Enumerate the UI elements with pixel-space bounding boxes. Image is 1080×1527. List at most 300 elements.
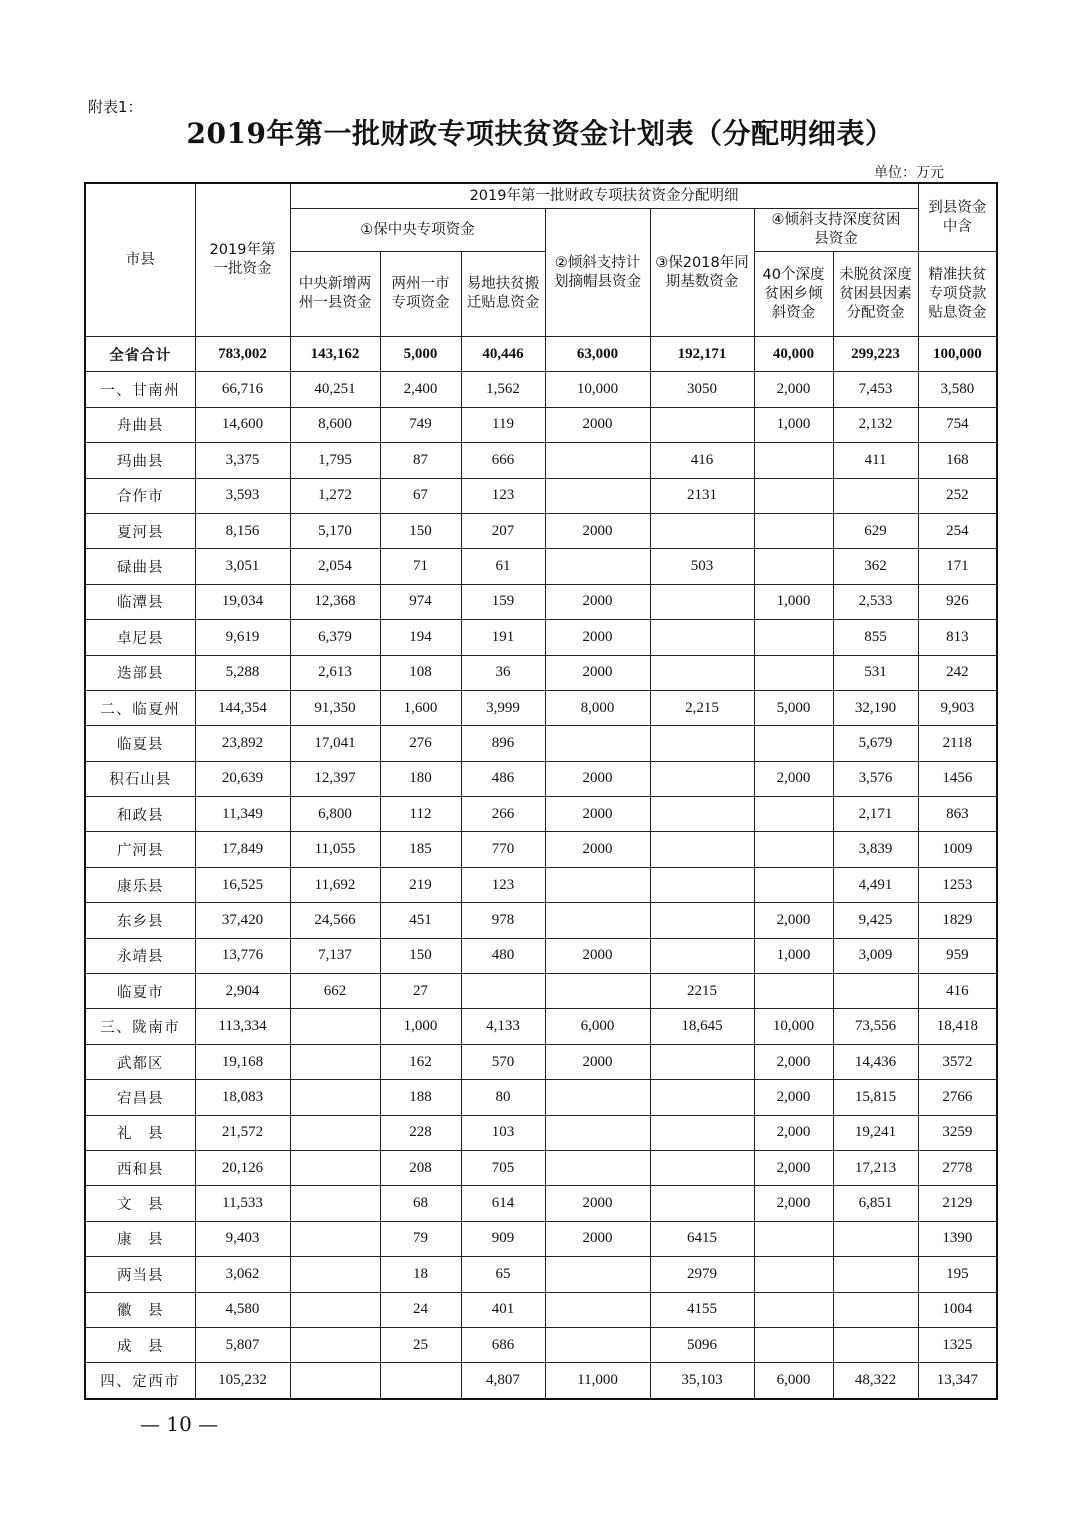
cell-value	[545, 1292, 650, 1327]
cell-value	[545, 478, 650, 513]
cell-value: 18,418	[918, 1009, 997, 1044]
cell-value: 2000	[545, 584, 650, 619]
cell-value: 855	[833, 620, 918, 655]
header-batch-fund: 2019年第一批资金	[195, 183, 290, 337]
cell-value: 959	[918, 938, 997, 973]
cell-value	[650, 832, 754, 867]
cell-value: 40,446	[461, 337, 545, 372]
cell-value: 11,692	[290, 867, 380, 902]
table-row	[85, 903, 997, 938]
cell-value: 40,000	[754, 337, 833, 372]
cell-value	[754, 832, 833, 867]
cell-value	[650, 1186, 754, 1221]
cell-value: 2,533	[833, 584, 918, 619]
cell-value: 91,350	[290, 690, 380, 725]
cell-value	[545, 1150, 650, 1185]
table-row	[85, 797, 997, 832]
cell-value: 6,000	[545, 1009, 650, 1044]
cell-value: 2000	[545, 832, 650, 867]
annex-label: 附表1：	[88, 98, 143, 116]
cell-value: 5,000	[754, 690, 833, 725]
cell-value: 2000	[545, 620, 650, 655]
cell-value	[833, 1221, 918, 1256]
cell-value: 66,716	[195, 372, 290, 407]
header-2018-base: ③保2018年同期基数资金	[650, 209, 754, 337]
cell-value: 185	[380, 832, 461, 867]
cell-value: 1253	[918, 867, 997, 902]
county-name: 卓尼县	[85, 620, 195, 655]
cell-value: 1,000	[380, 1009, 461, 1044]
cell-value: 1009	[918, 832, 997, 867]
cell-value: 896	[461, 726, 545, 761]
cell-value: 974	[380, 584, 461, 619]
cell-value: 123	[461, 867, 545, 902]
table-body	[85, 337, 997, 1399]
cell-value: 5,679	[833, 726, 918, 761]
cell-value: 32,190	[833, 690, 918, 725]
table-row	[85, 478, 997, 513]
cell-value: 188	[380, 1080, 461, 1115]
cell-value	[650, 1115, 754, 1150]
cell-value: 23,892	[195, 726, 290, 761]
cell-value: 7,137	[290, 938, 380, 973]
cell-value: 194	[380, 620, 461, 655]
cell-value: 11,000	[545, 1363, 650, 1399]
county-name: 玛曲县	[85, 443, 195, 478]
county-name: 合作市	[85, 478, 195, 513]
county-name: 碌曲县	[85, 549, 195, 584]
cell-value: 36	[461, 655, 545, 690]
cell-value: 451	[380, 903, 461, 938]
cell-value: 73,556	[833, 1009, 918, 1044]
table-row	[85, 1150, 997, 1185]
cell-value: 3,375	[195, 443, 290, 478]
cell-value: 192,171	[650, 337, 754, 372]
cell-value: 783,002	[195, 337, 290, 372]
cell-value: 14,600	[195, 407, 290, 442]
cell-value	[290, 1150, 380, 1185]
cell-value	[650, 407, 754, 442]
cell-value: 14,436	[833, 1044, 918, 1079]
cell-value: 219	[380, 867, 461, 902]
cell-value: 119	[461, 407, 545, 442]
cell-value	[833, 974, 918, 1009]
cell-value: 71	[380, 549, 461, 584]
cell-value: 5,288	[195, 655, 290, 690]
table-row	[85, 1186, 997, 1221]
cell-value	[290, 1292, 380, 1327]
county-name: 三、陇南市	[85, 1009, 195, 1044]
cell-value: 7,453	[833, 372, 918, 407]
county-name: 康 县	[85, 1221, 195, 1256]
cell-value	[650, 761, 754, 796]
cell-value	[754, 867, 833, 902]
cell-value: 252	[918, 478, 997, 513]
county-name: 永靖县	[85, 938, 195, 973]
cell-value: 8,000	[545, 690, 650, 725]
cell-value	[290, 1221, 380, 1256]
cell-value: 4,491	[833, 867, 918, 902]
header-group-central: ①保中央专项资金	[290, 209, 545, 252]
cell-value: 2000	[545, 1221, 650, 1256]
table-row	[85, 1257, 997, 1292]
page-title: 2019年第一批财政专项扶贫资金计划表（分配明细表）	[186, 117, 894, 150]
cell-value: 68	[380, 1186, 461, 1221]
cell-value	[545, 867, 650, 902]
county-name: 一、甘南州	[85, 372, 195, 407]
cell-value: 2000	[545, 938, 650, 973]
cell-value: 416	[650, 443, 754, 478]
table-row	[85, 938, 997, 973]
cell-value: 2,400	[380, 372, 461, 407]
cell-value	[545, 443, 650, 478]
county-name: 和政县	[85, 797, 195, 832]
cell-value: 19,034	[195, 584, 290, 619]
cell-value: 705	[461, 1150, 545, 1185]
table-row	[85, 726, 997, 761]
cell-value: 123	[461, 478, 545, 513]
cell-value: 112	[380, 797, 461, 832]
cell-value: 2000	[545, 407, 650, 442]
cell-value: 87	[380, 443, 461, 478]
cell-value: 1325	[918, 1327, 997, 1362]
cell-value: 3,576	[833, 761, 918, 796]
cell-value: 21,572	[195, 1115, 290, 1150]
cell-value	[290, 1044, 380, 1079]
cell-value: 254	[918, 513, 997, 548]
cell-value: 27	[380, 974, 461, 1009]
cell-value: 1,600	[380, 690, 461, 725]
county-name: 西和县	[85, 1150, 195, 1185]
cell-value: 17,213	[833, 1150, 918, 1185]
cell-value	[833, 1257, 918, 1292]
cell-value: 3259	[918, 1115, 997, 1150]
county-name: 文 县	[85, 1186, 195, 1221]
cell-value: 2000	[545, 1044, 650, 1079]
cell-value: 2131	[650, 478, 754, 513]
cell-value: 531	[833, 655, 918, 690]
cell-value	[545, 903, 650, 938]
cell-value: 4155	[650, 1292, 754, 1327]
cell-value	[650, 1044, 754, 1079]
cell-value	[545, 1115, 650, 1150]
table-row	[85, 867, 997, 902]
cell-value: 926	[918, 584, 997, 619]
table-row	[85, 443, 997, 478]
cell-value: 162	[380, 1044, 461, 1079]
table-row	[85, 832, 997, 867]
cell-value: 6,800	[290, 797, 380, 832]
cell-value: 6,000	[754, 1363, 833, 1399]
cell-value: 2000	[545, 513, 650, 548]
county-name: 二、临夏州	[85, 690, 195, 725]
cell-value: 686	[461, 1327, 545, 1362]
cell-value: 2215	[650, 974, 754, 1009]
county-name: 舟曲县	[85, 407, 195, 442]
unit-label: 单位：万元	[874, 165, 944, 181]
cell-value: 2,000	[754, 1186, 833, 1221]
cell-value	[650, 584, 754, 619]
cell-value: 2118	[918, 726, 997, 761]
cell-value	[754, 620, 833, 655]
cell-value: 11,533	[195, 1186, 290, 1221]
table-row	[85, 584, 997, 619]
cell-value: 2,613	[290, 655, 380, 690]
cell-value: 13,776	[195, 938, 290, 973]
table-row	[85, 974, 997, 1009]
cell-value: 24	[380, 1292, 461, 1327]
cell-value	[650, 797, 754, 832]
cell-value: 266	[461, 797, 545, 832]
cell-value: 6415	[650, 1221, 754, 1256]
cell-value: 100,000	[918, 337, 997, 372]
cell-value: 228	[380, 1115, 461, 1150]
cell-value: 8,156	[195, 513, 290, 548]
cell-value: 2000	[545, 1186, 650, 1221]
cell-value: 3,999	[461, 690, 545, 725]
cell-value: 24,566	[290, 903, 380, 938]
cell-value: 48,322	[833, 1363, 918, 1399]
table-row	[85, 1292, 997, 1327]
cell-value	[754, 513, 833, 548]
cell-value: 416	[918, 974, 997, 1009]
cell-value: 486	[461, 761, 545, 796]
cell-value: 9,425	[833, 903, 918, 938]
cell-value	[290, 1115, 380, 1150]
cell-value: 150	[380, 938, 461, 973]
cell-value: 17,849	[195, 832, 290, 867]
cell-value: 171	[918, 549, 997, 584]
county-name: 康乐县	[85, 867, 195, 902]
header-deep-county: 未脱贫深度贫困县因素分配资金	[833, 252, 918, 337]
cell-value: 4,133	[461, 1009, 545, 1044]
cell-value: 2,000	[754, 1044, 833, 1079]
table-row	[85, 1327, 997, 1362]
cell-value: 2,000	[754, 372, 833, 407]
cell-value: 614	[461, 1186, 545, 1221]
county-name: 全省合计	[85, 337, 195, 372]
cell-value: 2,000	[754, 1080, 833, 1115]
cell-value: 5,807	[195, 1327, 290, 1362]
cell-value: 8,600	[290, 407, 380, 442]
cell-value: 15,815	[833, 1080, 918, 1115]
cell-value: 2,904	[195, 974, 290, 1009]
table-row	[85, 1221, 997, 1256]
cell-value: 150	[380, 513, 461, 548]
cell-value: 5,170	[290, 513, 380, 548]
cell-value: 401	[461, 1292, 545, 1327]
cell-value: 570	[461, 1044, 545, 1079]
cell-value: 17,041	[290, 726, 380, 761]
cell-value	[290, 1186, 380, 1221]
total-row	[85, 337, 997, 372]
cell-value: 144,354	[195, 690, 290, 725]
cell-value	[545, 726, 650, 761]
region-row	[85, 1363, 997, 1399]
cell-value: 749	[380, 407, 461, 442]
cell-value: 3050	[650, 372, 754, 407]
cell-value: 63,000	[545, 337, 650, 372]
county-name: 广河县	[85, 832, 195, 867]
cell-value: 79	[380, 1221, 461, 1256]
cell-value	[545, 974, 650, 1009]
cell-value: 2,000	[754, 761, 833, 796]
cell-value: 12,397	[290, 761, 380, 796]
cell-value	[754, 726, 833, 761]
cell-value: 191	[461, 620, 545, 655]
cell-value: 103	[461, 1115, 545, 1150]
cell-value	[650, 513, 754, 548]
cell-value: 6,379	[290, 620, 380, 655]
cell-value: 65	[461, 1257, 545, 1292]
cell-value: 754	[918, 407, 997, 442]
cell-value	[754, 1292, 833, 1327]
cell-value	[833, 1327, 918, 1362]
cell-value: 16,525	[195, 867, 290, 902]
table-row	[85, 1044, 997, 1079]
cell-value: 37,420	[195, 903, 290, 938]
page-number: — 10 —	[140, 1412, 219, 1436]
cell-value: 10,000	[545, 372, 650, 407]
cell-value: 5,000	[380, 337, 461, 372]
county-name: 临夏市	[85, 974, 195, 1009]
cell-value	[833, 478, 918, 513]
cell-value: 11,055	[290, 832, 380, 867]
cell-value: 4,580	[195, 1292, 290, 1327]
cell-value: 113,334	[195, 1009, 290, 1044]
cell-value: 25	[380, 1327, 461, 1362]
cell-value: 2,000	[754, 1115, 833, 1150]
cell-value: 2000	[545, 797, 650, 832]
cell-value: 1,795	[290, 443, 380, 478]
cell-value	[650, 655, 754, 690]
cell-value: 4,807	[461, 1363, 545, 1399]
county-name: 四、定西市	[85, 1363, 195, 1399]
cell-value: 666	[461, 443, 545, 478]
cell-value	[754, 1327, 833, 1362]
header-loan-subsidy: 精准扶贫专项贷款贴息资金	[918, 252, 997, 337]
cell-value	[290, 1327, 380, 1362]
cell-value	[754, 1257, 833, 1292]
cell-value	[650, 867, 754, 902]
cell-value: 1390	[918, 1221, 997, 1256]
cell-value: 2778	[918, 1150, 997, 1185]
cell-value	[754, 974, 833, 1009]
table-row	[85, 1080, 997, 1115]
cell-value	[545, 549, 650, 584]
cell-value: 362	[833, 549, 918, 584]
county-name: 东乡县	[85, 903, 195, 938]
county-name: 徽 县	[85, 1292, 195, 1327]
cell-value	[754, 655, 833, 690]
cell-value	[650, 620, 754, 655]
cell-value	[290, 1363, 380, 1399]
cell-value	[650, 1150, 754, 1185]
cell-value	[754, 797, 833, 832]
header-40-townships: 40个深度贫困乡倾斜资金	[754, 252, 833, 337]
cell-value: 242	[918, 655, 997, 690]
cell-value: 1,272	[290, 478, 380, 513]
region-row	[85, 372, 997, 407]
header-detail: 2019年第一批财政专项扶贫资金分配明细	[290, 183, 918, 209]
county-name: 武都区	[85, 1044, 195, 1079]
cell-value: 10,000	[754, 1009, 833, 1044]
county-name: 成 县	[85, 1327, 195, 1362]
cell-value: 2979	[650, 1257, 754, 1292]
header-two-states: 两州一市专项资金	[380, 252, 461, 337]
cell-value	[290, 1257, 380, 1292]
cell-value: 19,241	[833, 1115, 918, 1150]
cell-value: 3572	[918, 1044, 997, 1079]
table-row	[85, 549, 997, 584]
cell-value: 9,903	[918, 690, 997, 725]
cell-value	[545, 1327, 650, 1362]
cell-value: 35,103	[650, 1363, 754, 1399]
cell-value: 143,162	[290, 337, 380, 372]
cell-value: 40,251	[290, 372, 380, 407]
cell-value: 1456	[918, 761, 997, 796]
cell-value: 2766	[918, 1080, 997, 1115]
table-row	[85, 761, 997, 796]
header-tilt-support: ②倾斜支持计划摘帽县资金	[545, 209, 650, 337]
cell-value: 6,851	[833, 1186, 918, 1221]
cell-value: 2,054	[290, 549, 380, 584]
cell-value: 5096	[650, 1327, 754, 1362]
cell-value: 2,171	[833, 797, 918, 832]
cell-value	[754, 1221, 833, 1256]
cell-value: 1,000	[754, 584, 833, 619]
cell-value	[650, 938, 754, 973]
county-name: 临潭县	[85, 584, 195, 619]
cell-value	[380, 1363, 461, 1399]
cell-value: 2000	[545, 761, 650, 796]
cell-value	[650, 903, 754, 938]
cell-value	[650, 1080, 754, 1115]
cell-value: 61	[461, 549, 545, 584]
cell-value: 978	[461, 903, 545, 938]
cell-value	[290, 1009, 380, 1044]
cell-value: 909	[461, 1221, 545, 1256]
cell-value: 299,223	[833, 337, 918, 372]
county-name: 积石山县	[85, 761, 195, 796]
region-row	[85, 1009, 997, 1044]
cell-value: 770	[461, 832, 545, 867]
cell-value: 1,562	[461, 372, 545, 407]
header-county-included: 到县资金中含	[918, 183, 997, 252]
cell-value	[754, 443, 833, 478]
cell-value: 11,349	[195, 797, 290, 832]
cell-value	[833, 1292, 918, 1327]
cell-value	[650, 726, 754, 761]
cell-value: 2000	[545, 655, 650, 690]
cell-value: 662	[290, 974, 380, 1009]
cell-value: 67	[380, 478, 461, 513]
county-name: 临夏县	[85, 726, 195, 761]
cell-value	[545, 1257, 650, 1292]
cell-value	[290, 1080, 380, 1115]
header-relocation: 易地扶贫搬迁贴息资金	[461, 252, 545, 337]
cell-value: 168	[918, 443, 997, 478]
cell-value: 18,083	[195, 1080, 290, 1115]
county-name: 宕昌县	[85, 1080, 195, 1115]
cell-value: 2129	[918, 1186, 997, 1221]
cell-value: 3,839	[833, 832, 918, 867]
cell-value: 1829	[918, 903, 997, 938]
county-name: 礼 县	[85, 1115, 195, 1150]
cell-value: 19,168	[195, 1044, 290, 1079]
fund-allocation-table	[84, 182, 998, 1400]
cell-value: 3,062	[195, 1257, 290, 1292]
